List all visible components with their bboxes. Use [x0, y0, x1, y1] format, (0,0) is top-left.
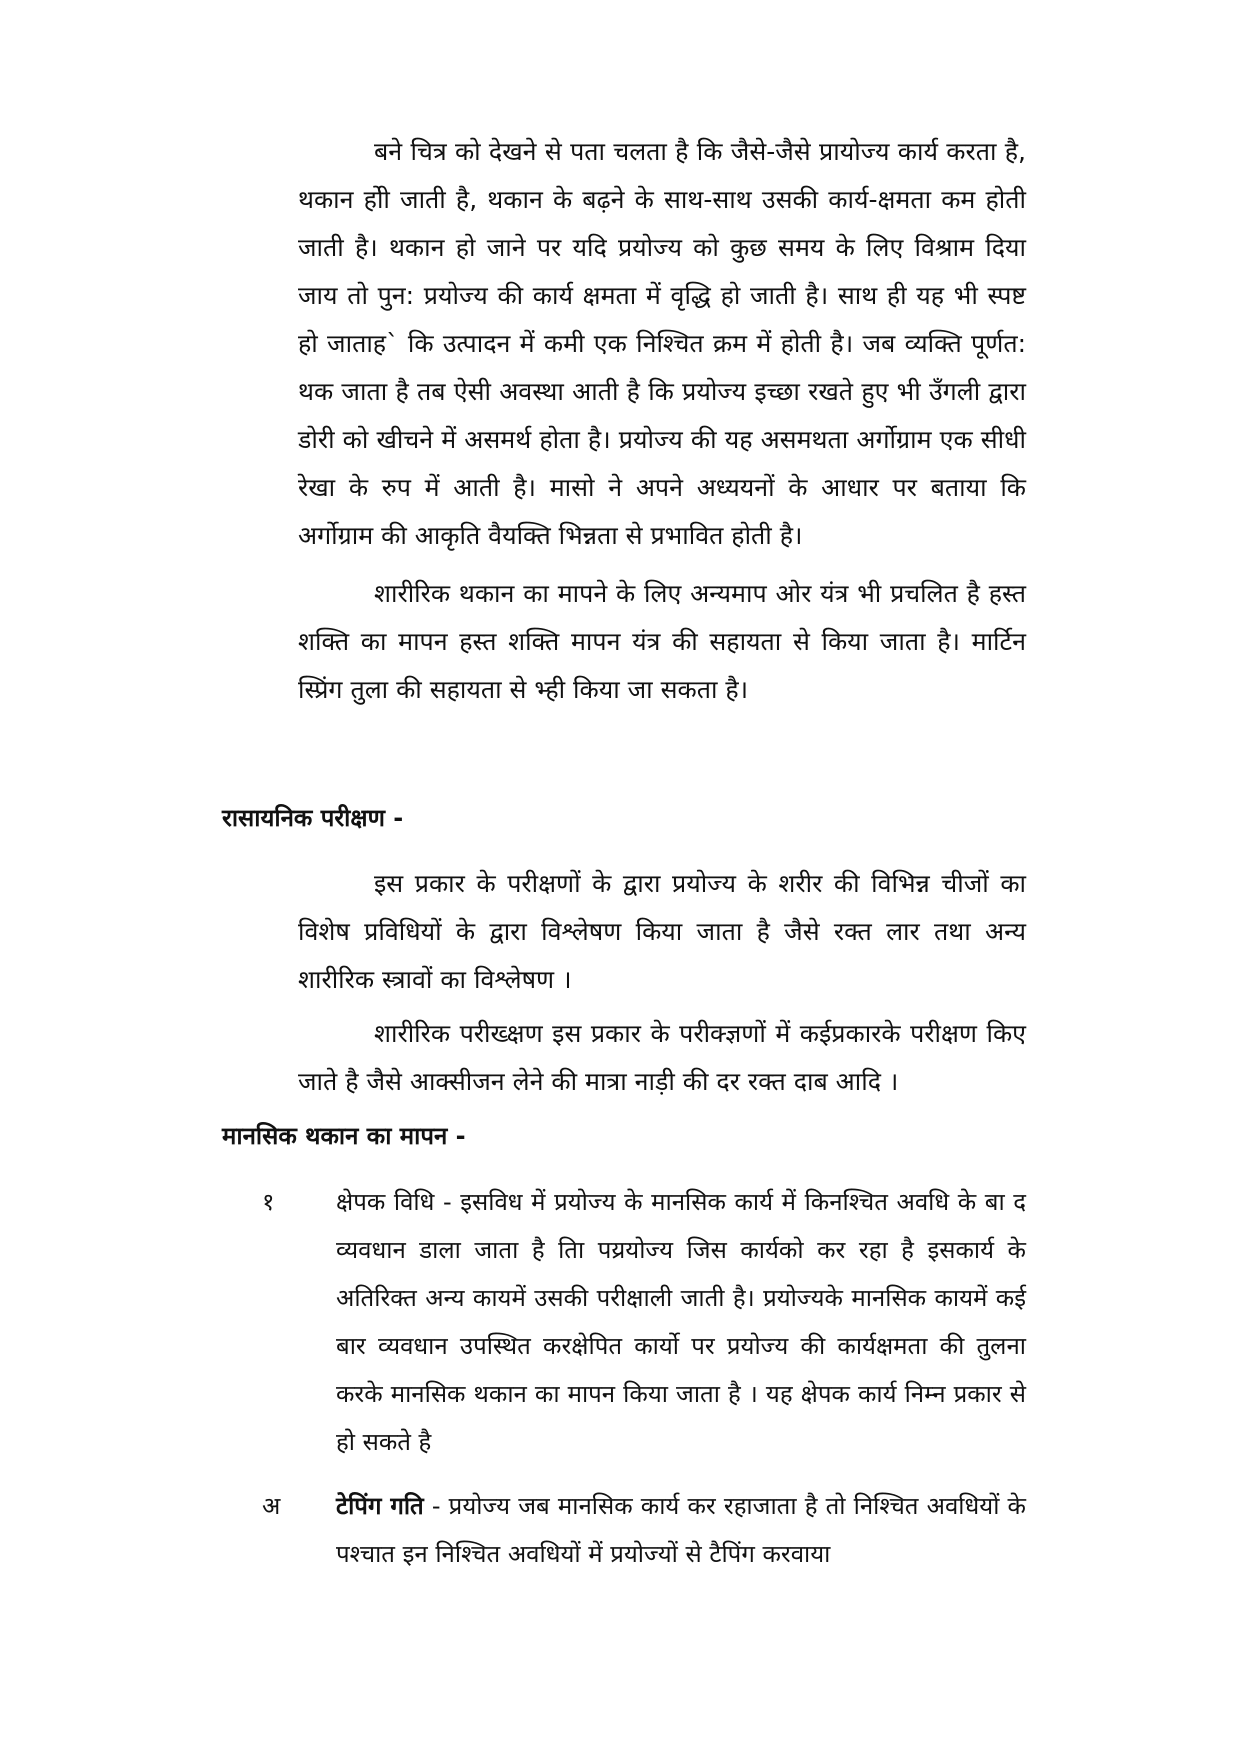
list-item-marker: अ [262, 1492, 281, 1520]
list-item-text [336, 1482, 1026, 1578]
paragraph-physical-fatigue-instruments: शारीरिक थकान का मापने के लिए अन्यमाप ओर यंत्र भी प्रचलित है हस्त शक्ति का मापन हस्त शक्ति मापन यंत्र की सहायता से किया जाता है। मार्टिन स्प्रिंग तुला की सहायता से भ्ही किया जा सकता है। [298, 579, 1026, 704]
list-item-text: क्षेपक विधि - इसविध में प्रयोज्य के मानसिक कार्य में किनश्चित अवधि के बा द व्यवधान डाला जाता है ताि पय्रयोज्य जिस कार्यको कर रहा है इसकार्य के अतिरिक्त अन्य कायमें उसकी परीक्षाली जाती है। प्रयोज्यके मानसिक कायमें कई बार व्यवधान उपस्थित करक्षेपित कार्यो पर प्रयोज्य की कार्यक्षमता की तुलना करके मानसिक थकान का मापन किया जाता है । यह क्षेपक कार्य निम्न प्रकार से हो सकते है [336, 1188, 1026, 1456]
heading-mental-fatigue-measurement: मानसिक थकान का मापन - [222, 1122, 466, 1150]
list-item-label: टेपिंग गति [336, 1492, 424, 1520]
list-item-body: - प्रयोज्य जब मानसिक कार्य कर रहाजाता है तो निश्चित अवधियों के पश्चात इन निश्चित अवधियों में प्रयोज्यों से टैपिंग करवाया [336, 1492, 1026, 1568]
list-item-marker: १ [262, 1188, 275, 1216]
paragraph-chemical-tests: इस प्रकार के परीक्षणों के द्वारा प्रयोज्य के शरीर की विभिन्न चीजों का विशेष प्रविधियों के द्वारा विश्लेषण किया जाता है जैसे रक्त लार तथा अन्य शारीरिक स्त्रावों का विश्लेषण । [298, 869, 1026, 994]
heading-chemical-tests: रासायनिक परीक्षण - [222, 804, 404, 832]
paragraph-physical-examination: शारीरिक परीख्क्षण इस प्रकार के परीक्ज्ञणों में कईप्रकारके परीक्षण किए जाते है जैसे आक्सीजन लेने की मात्रा नाड़ी की दर रक्त दाब आदि । [298, 1019, 1026, 1096]
paragraph-fatigue-ergograph: बने चित्र को देखने से पता चलता है कि जैसे-जैसे प्रायोज्य कार्य करता है, थकान होी जाती है, थकान के बढ़ने के साथ-साथ उसकी कार्य-क्षमता कम होती जाती है। थकान हो जाने पर यदि प्रयोज्य को कुछ समय के लिए विश्राम दिया जाय तो पुन: प्रयोज्य की कार्य क्षमता में वृद्धि हो जाती है। साथ ही यह भी स्पष्ट हो जाताह` कि उत्पादन में कमी एक निश्चित क्रम में होती है। जब व्यक्ति पूर्णत: थक जाता है तब ऐसी अवस्था आती है कि प्रयोज्य इच्छा रखते हुए भी उँगली द्वारा डोरी को खीचने में असमर्थ होता है। प्रयोज्य की यह असमथता अर्गोग्राम एक सीधी रेखा के रुप में आती है। मासो ने अपने अध्ययनों के आधार पर बताया कि अर्गोग्राम की आकृति वैयक्ति भिन्नता से प्रभावित होती है। [298, 137, 1026, 550]
